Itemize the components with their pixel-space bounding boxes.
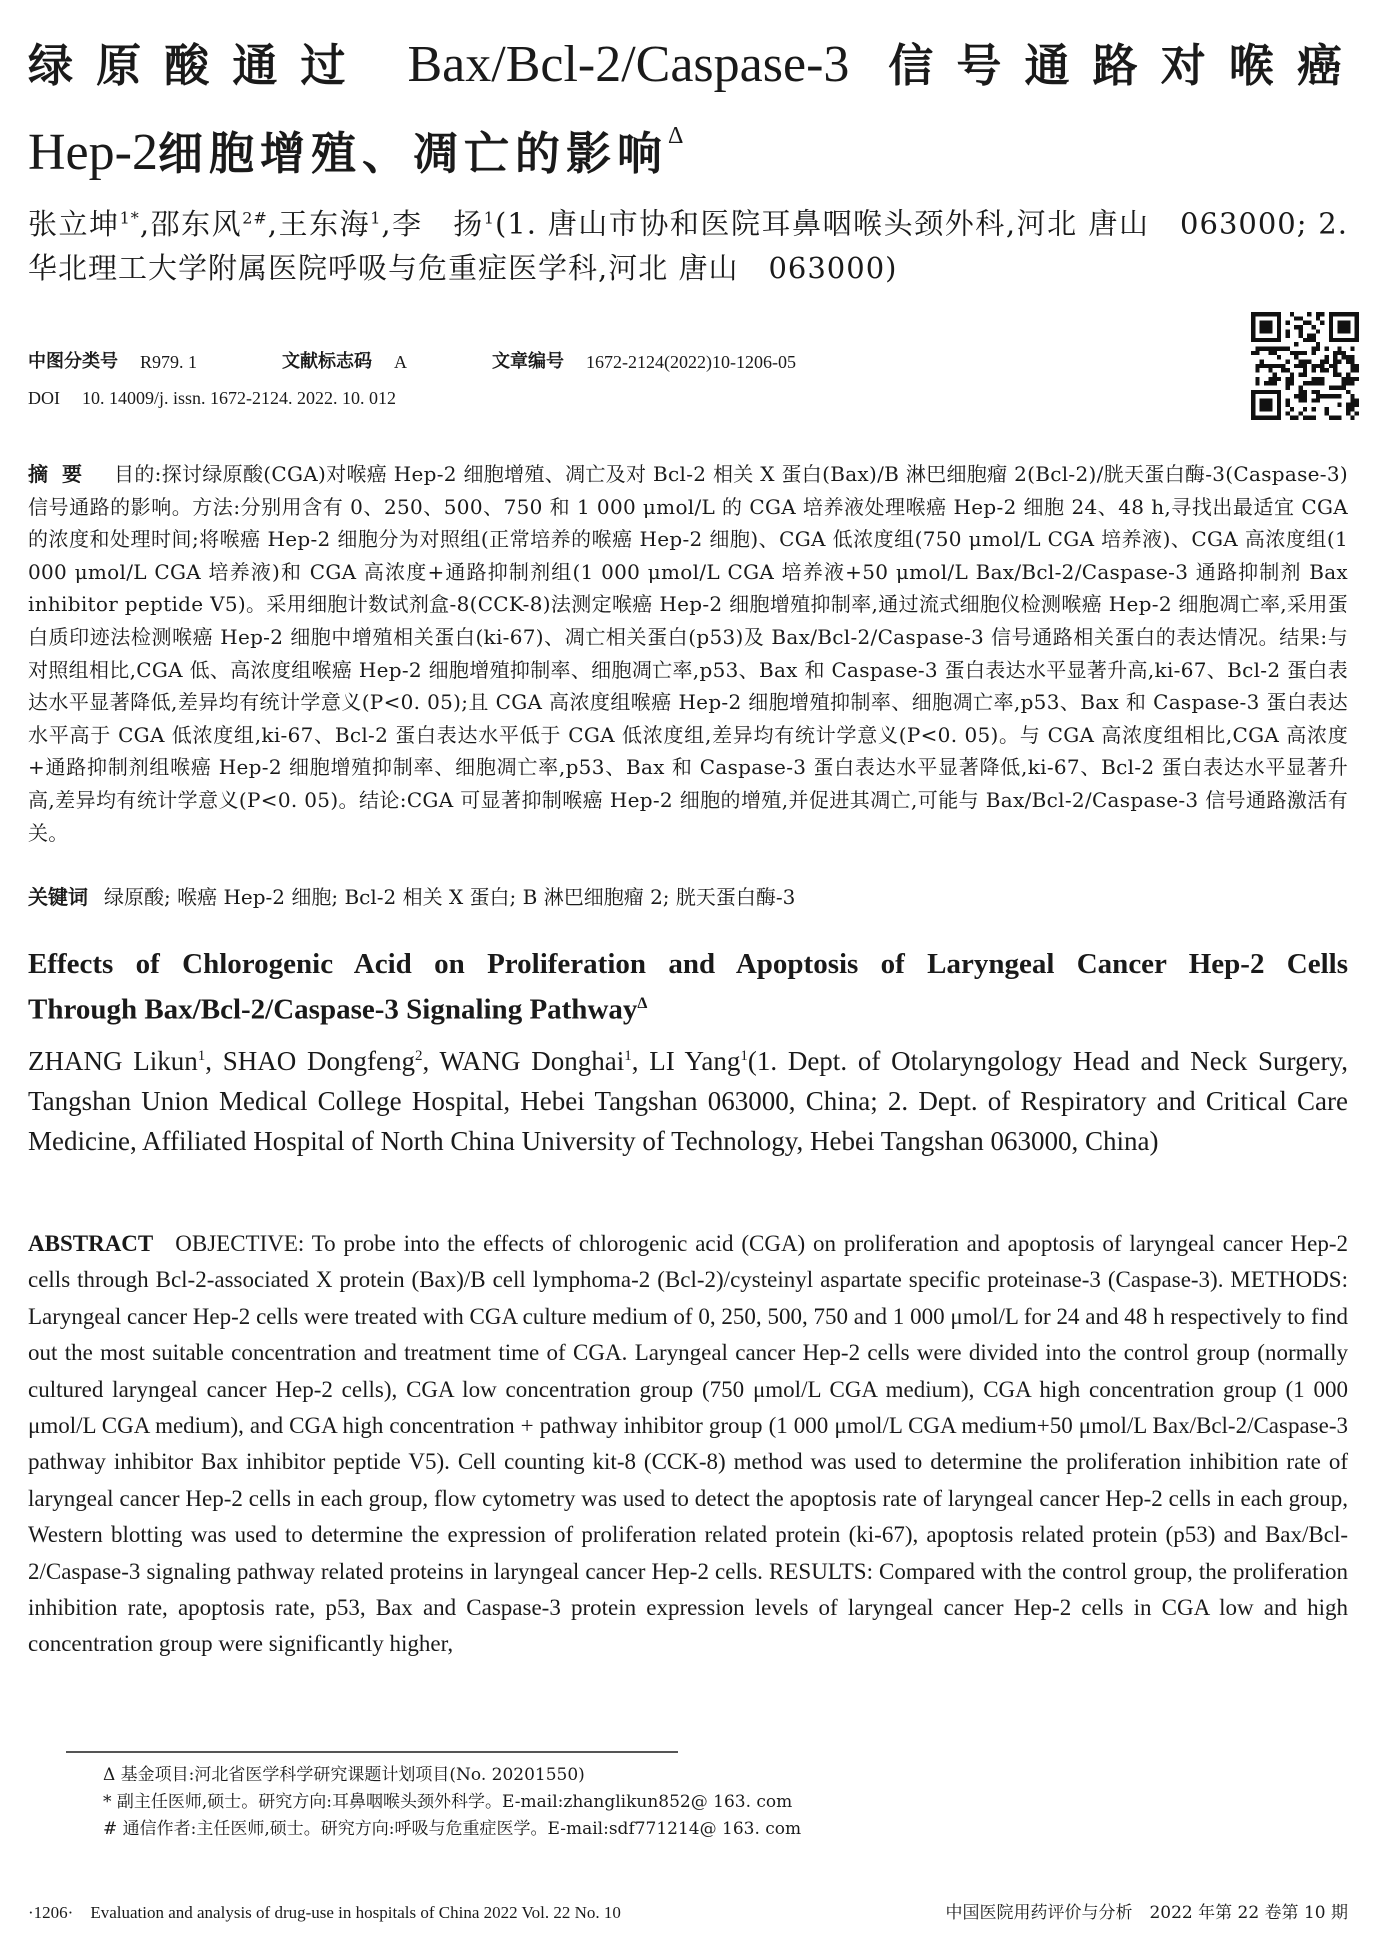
author: ZHANG Likun$^1$ [28,1046,206,1076]
keywords-cn-heading: 关键词 [28,885,88,909]
abstract-cn-heading: 摘要 [28,462,97,486]
clc-value: R979. 1 [140,352,198,372]
doi-value[interactable]: 10. 14009/j. issn. 1672-2124. 2022. 10. 012 [82,388,397,408]
abstract-cn-text: 目的:探讨绿原酸(CGA)对喉癌 Hep-2 细胞增殖、凋亡及对 Bcl-2 相关 X 蛋白(Bax)/B 淋巴细胞瘤 2(Bcl-2)/胱天蛋白酶-3(Caspase-3)信号通路的影响。方法:分别用含有 0、250、500、750 和 1 000 μmol/L 的 CGA 培养液处理喉癌 Hep-2 细胞 24、48 h,寻找出最适宜 CGA 的浓度和处理时间;将喉癌 Hep-2 细胞分为对照组(正常培养的喉癌 Hep-2 细胞)、CGA 低浓度组(750 μmol/L CGA 培养液)、CGA 高浓度组(1 000 μmol/L CGA 培养液)和 CGA 高浓度+通路抑制剂组(1 000 μmol/L CGA 培养液+50 μmol/L Bax/Bcl-2/Caspase-3 通路抑制剂 Bax inhibitor peptide V5)。采用细胞计数试剂盒-8(CCK-8)法测定喉癌 Hep-2 细胞增殖抑制率,通过流式细胞仪检测喉癌 Hep-2 细胞凋亡率,采用蛋白质印迹法检测喉癌 Hep-2 细胞中增殖相关蛋白(ki-67)、凋亡相关蛋白(p53)及 Bax/Bcl-2/Caspase-3 信号通路相关蛋白的表达情况。结果:与对照组相比,CGA 低、高浓度组喉癌 Hep-2 细胞增殖抑制率、细胞凋亡率,p53、Bax 和 Caspase-3 蛋白表达水平显著升高,ki-67、Bcl-2 蛋白表达水平显著降低,差异均有统计学意义(P<0. 05);且 CGA 高浓度组喉癌 Hep-2 细胞增殖抑制率、细胞凋亡率,p53、Bax 和 Caspase-3 蛋白表达水平高于 CGA 低浓度组,ki-67、Bcl-2 蛋白表达水平低于 CGA 低浓度组,差异均有统计学意义(P<0. 05)。与 CGA 高浓度组相比,CGA 高浓度+通路抑制剂组喉癌 Hep-2 细胞增殖抑制率、细胞凋亡率,p53、Bax 和 Caspase-3 蛋白表达水平显著降低,ki-67、Bcl-2 蛋白表达水平显著升高,差异均有统计学意义(P<0. 05)。结论:CGA 可显著抑制喉癌 Hep-2 细胞的增殖,并促进其凋亡,可能与 Bax/Bcl-2/Caspase-3 信号通路激活有关。 [28,462,1348,845]
author: SHAO Dongfeng$^2$ [222,1046,423,1076]
running-footer [28,1898,1348,1923]
title-cn-part: 绿原酸通过 [28,39,369,92]
author: 王东海$^1$ [278,206,382,241]
fund-mark: Δ [667,123,690,149]
title-en-line2: Through Bax/Bcl-2/Caspase-3 Signaling Pathway [28,993,638,1026]
author: LI Yang$^1$ [649,1046,748,1076]
title-cn-pathway: Bax/Bcl-2/Caspase-3 [407,36,850,93]
title-chinese [28,30,1348,189]
doi-label: DOI [28,388,60,408]
doc-code-label: 文献标志码 [282,351,373,372]
footnote-corresponding-author: # 通信作者:主任医师,硕士。研究方向:呼吸与危重症医学。E-mail:sdf771214@ 163. com [103,1819,802,1839]
doc-code-value: A [394,352,408,372]
keywords-cn-text: 绿原酸; 喉癌 Hep-2 细胞; Bcl-2 相关 X 蛋白; B 淋巴细胞瘤 2; 胱天蛋白酶-3 [104,885,796,909]
fund-mark: Δ [637,995,648,1012]
keywords-chinese [28,882,795,912]
abstract-en-heading: ABSTRACT [28,1231,154,1256]
footnote-funding: Δ 基金项目:河北省医学科学研究课题计划项目(No. 20201550) [103,1765,585,1785]
clc-label: 中图分类号 [28,351,118,372]
abstract-english [28,1226,1348,1663]
footer-journal-en: ·1206· Evaluation and analysis of drug-use in hospitals of China 2022 Vol. 22 No. 10 [28,1903,621,1922]
qr-code-icon[interactable] [1250,312,1360,420]
authors-english: ZHANG Likun$^1$, SHAO Dongfeng$^2$, WANG Donghai$^1$, LI Yang$^1$(1. Dept. of Otolaryngology Head and Neck Surgery, Tangshan Union Medical College Hospital, Hebei Tangshan 063000, China; 2. Dept. of Respiratory and Critical Care Medicine, Affiliated Hospital of North China University of Technology, Hebei Tangshan 063000, China) [28,1046,1349,1156]
author: 张立坤$^{1*}$ [28,206,140,241]
title-cn-cellline: Hep-2 [28,124,158,181]
title-en-line1: Effects of Chlorogenic Acid on Proliferation and Apoptosis of Laryngeal Cancer Hep-2 Cells [28,948,1348,980]
article-no-value: 1672-2124(2022)10-1206-05 [586,352,796,372]
article-meta [28,344,881,416]
footnote-divider [66,1751,678,1753]
article-no-label: 文章编号 [492,351,565,372]
title-cn-part: 细胞增殖、凋亡的影响 [157,127,668,180]
affiliations-english: (1. Dept. of Otolaryngology Head and Neck Surgery, Tangshan Union Medical College Hospital, Hebei Tangshan 063000, China; 2. Dept. of Respiratory and Critical Care Medicine, Affiliated Hospital of North China University of Technology, Hebei Tangshan 063000, China) [28,1046,1349,1156]
footer-journal-cn: 中国医院用药评价与分析 2022 年第 22 卷第 10 期 [945,1903,1348,1923]
affiliations-chinese: (1. 唐山市协和医院耳鼻咽喉头颈外科,河北 唐山 063000; 2. 华北理工大学附属医院呼吸与危重症医学科,河北 唐山 063000) [28,206,1348,285]
abstract-chinese [28,458,1348,849]
title-english [28,944,1348,1030]
footnotes [103,1762,801,1843]
title-cn-part: 信号通路对喉癌 [888,39,1348,92]
author: WANG Donghai$^1$ [439,1046,632,1076]
authors-chinese: 张立坤$^{1*}$,邵东风$^{2\#}$,王东海$^1$,李 扬$^1$(1. 唐山市协和医院耳鼻咽喉头颈外科,河北 唐山 063000; 2. 华北理工大学附属医院呼吸与危重症医学科,河北 唐山 063000) [28,206,1348,285]
author: 李 扬$^1$ [391,206,495,241]
author: 邵东风$^{2\#}$ [150,206,268,241]
footnote-first-author: * 副主任医师,硕士。研究方向:耳鼻咽喉头颈外科学。E-mail:zhanglikun852@ 163. com [103,1792,793,1812]
abstract-en-text: OBJECTIVE: To probe into the effects of chlorogenic acid (CGA) on proliferation and apoptosis of laryngeal cancer Hep-2 cells through Bcl-2-associated X protein (Bax)/B cell lymphoma-2 (Bcl-2)/cysteinyl aspartate specific proteinase-3 (Caspase-3). METHODS: Laryngeal cancer Hep-2 cells were treated with CGA culture medium of 0, 250, 500, 750 and 1 000 μmol/L for 24 and 48 h respectively to find out the most suitable concentration and treatment time of CGA. Laryngeal cancer Hep-2 cells were divided into the control group (normally cultured laryngeal cancer Hep-2 cells), CGA low concentration group (750 μmol/L CGA medium), CGA high concentration group (1 000 μmol/L CGA medium), and CGA high concentration + pathway inhibitor group (1 000 μmol/L CGA medium+50 μmol/L Bax/Bcl-2/Caspase-3 pathway inhibitor Bax inhibitor peptide V5). Cell counting kit-8 (CCK-8) method was used to determine the proliferation inhibition rate of laryngeal cancer Hep-2 cells in each group, flow cytometry was used to detect the apoptosis rate of laryngeal cancer Hep-2 cells in each group, Western blotting was used to determine the expression of proliferation related protein (ki-67), apoptosis related protein (p53) and Bax/Bcl-2/Caspase-3 signaling pathway related proteins in laryngeal cancer Hep-2 cells. RESULTS: Compared with the control group, the proliferation inhibition rate, apoptosis rate, p53, Bax and Caspase-3 protein expression levels of laryngeal cancer Hep-2 cells in CGA low and high concentration group were significantly higher, [28,1231,1348,1657]
